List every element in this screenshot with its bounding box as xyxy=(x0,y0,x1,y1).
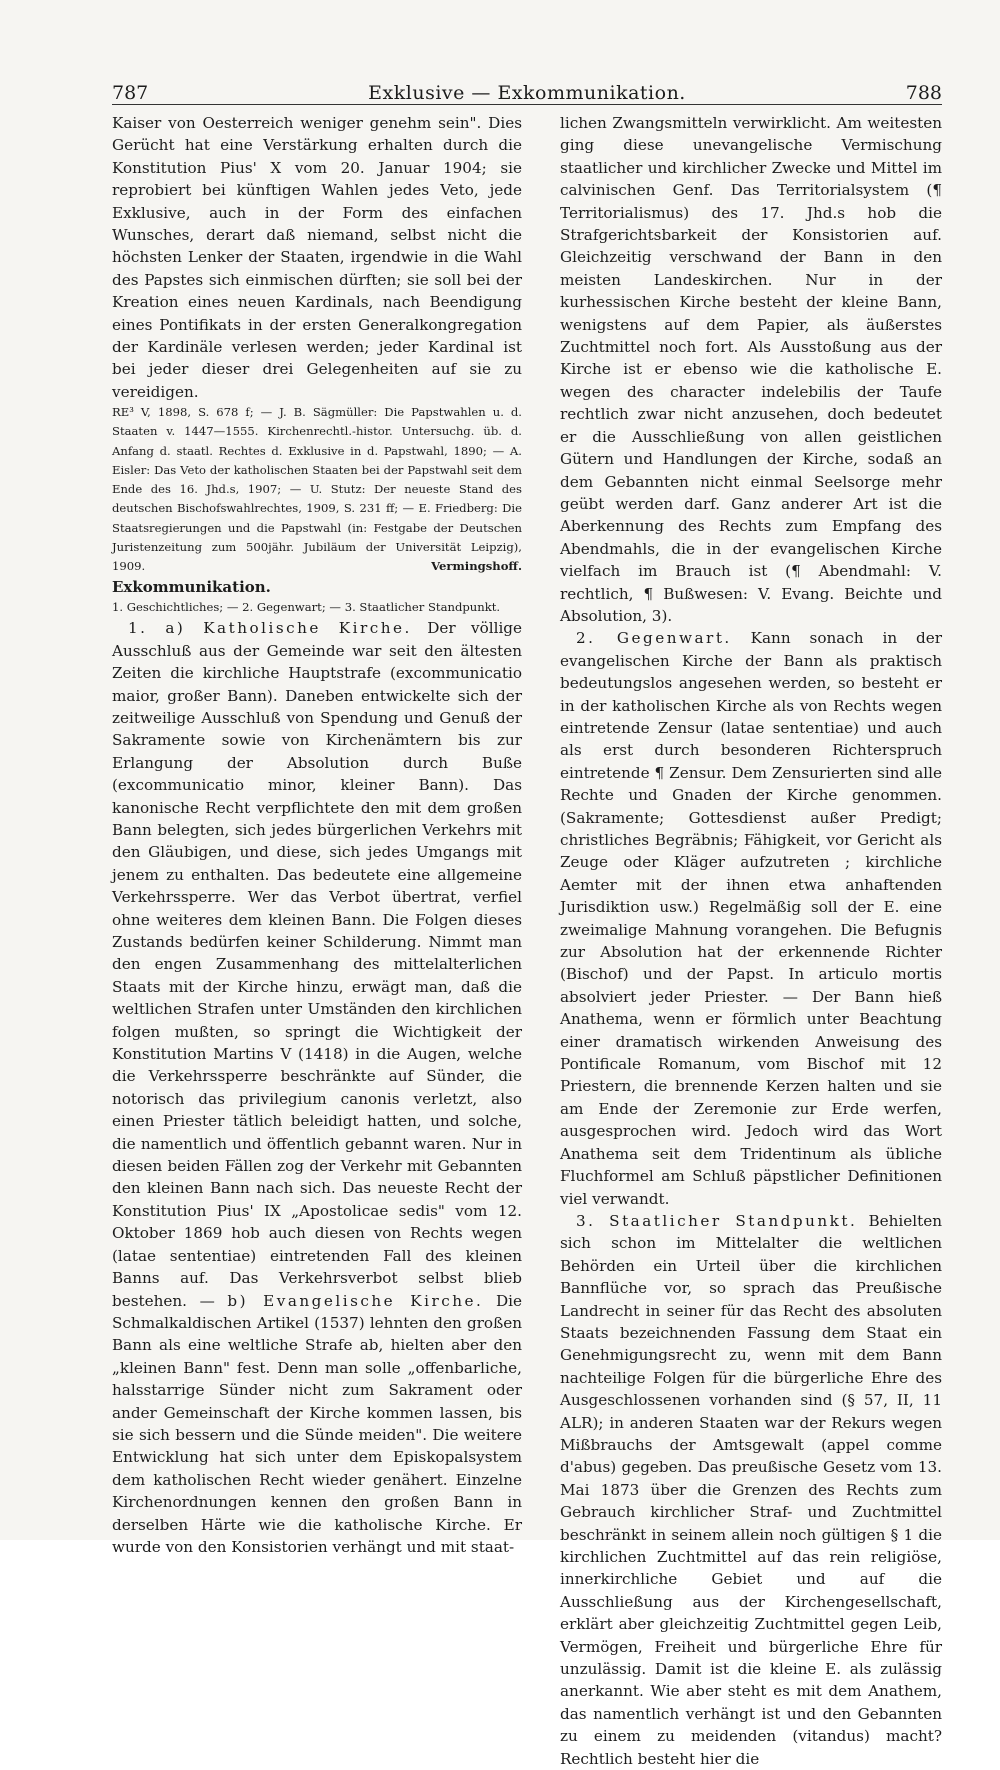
left-column xyxy=(112,112,522,1558)
exklusive-paragraph-end: Kaiser von Oesterreich weniger genehm sein". Dies Gerücht hat eine Verstärkung erhalten durch die Konstitution Pius' X vom 20. Januar 1904; sie reprobiert bei künftigen Wahlen jedes Veto, jede Exklusive, auch in der Form des einfachen Wunsches, derart daß niemand, selbst nicht die höchsten Lenker der Staaten, irgendwie in die Wahl des Papstes sich einmischen dürften; sie soll bei der Kreation eines neuen Kardinals, nach Beendigung eines Pontifikats in der ersten Generalkongregation der Kardinäle verlesen werden; jeder Kardinal ist bei jeder dieser drei Gelegenheiten auf sie zu vereidigen. xyxy=(112,114,522,401)
section-3-label: 3. Staatlicher Standpunkt. xyxy=(576,1211,858,1230)
running-title: Exklusive — Exkommunikation. xyxy=(368,82,686,104)
section-1b-label: b) Evangelische Kirche. xyxy=(227,1291,484,1310)
references: RE³ V, 1898, S. 678 f; — J. B. Sägmüller: Die Papstwahlen u. d. Staaten v. 1447—1555. Kirchenrechtl.-histor. Untersuchg. üb. d. Anfang d. staatl. Rechtes d. Exklusive in d. Papstwahl, 1890; — A. Eisler: Das Veto der katholischen Staaten bei der Papstwahl seit dem Ende des 16. Jhd.s, 1907; — U. Stutz: Der neueste Stand des deutschen Bischofswahlrechtes, 1909, S. 231 ff; — E. Friedberg: Die Staatsregierungen und die Papstwahl (in: Festgabe der Deutschen Juristenzeitung zum 500jähr. Jubiläum der Universität Leipzig), 1909. Vermingshoff. xyxy=(112,403,522,576)
page-header xyxy=(112,70,942,104)
page-number-left: 787 xyxy=(112,82,149,104)
article-toc: 1. Geschichtliches; — 2. Gegenwart; — 3. Staatlicher Standpunkt. xyxy=(112,600,501,615)
section-1a-label: 1. a) Katholische Kirche. xyxy=(128,619,412,638)
section-2: 2. Gegenwart. Kann sonach in der evangelischen Kirche der Bann als praktisch bedeutungslos angesehen werden, so besteht er in der katholischen Kirche als von Rechts wegen eintretende Zensur (latae sententiae) und auch als erst durch besonderen Richterspruch eintretende ¶ Zensur. Dem Zensurierten sind alle Rechte und Gnaden der Kirche genommen. (Sakramente; Gottesdienst außer Predigt; christliches Begräbnis; Fähigkeit, vor Gericht als Zeuge oder Kläger aufzutreten ; kirchliche Aemter mit der ihnen etwa anhaftenden Jurisdiktion usw.) Regelmäßig soll der E. eine zweimalige Mahnung vorangehen. Die Befugnis zur Absolution hat der erkennende Richter (Bischof) und der Papst. In articulo mortis absolviert jeder Priester. — Der Bann hieß Anathema, wenn er förmlich unter Beachtung einer dramatisch wirkenden Anweisung des Pontificale Romanum, vom Bischof mit 12 Priestern, die brennende Kerzen halten und sie am Ende der Zeremonie zur Erde werfen, ausgesprochen wird. Jedoch wird das Wort Anathema seit dem Tridentinum als übliche Fluchformel am Schluß päpstlicher Definitionen viel verwandt. xyxy=(560,629,942,1208)
header-rule xyxy=(112,104,942,105)
section-2-label: 2. Gegenwart. xyxy=(576,629,732,648)
right-column xyxy=(560,112,942,1770)
author-signature: Vermingshoff. xyxy=(431,558,522,573)
article-heading: Exkommunikation. xyxy=(112,578,271,597)
section-1a: 1. a) Katholische Kirche. Der völlige Ausschluß aus der Gemeinde war seit den ältesten Zeiten die kirchliche Hauptstrafe (excommunicatio maior, großer Bann). Daneben entwickelte sich der zeitweilige Ausschluß von Spendung und Genuß der Sakramente sowie von Kirchenämtern bis zur Erlangung der Absolution durch Buße (excommunicatio minor, kleiner Bann). Das kanonische Recht verpflichtete den mit dem großen Bann belegten, sich jedes bürgerlichen Verkehrs mit den Gläubigen, und diese, sich jedes Umgangs mit jenem zu enthalten. Das bedeutete eine allgemeine Verkehrssperre. Wer das Verbot übertrat, verfiel ohne weiteres dem kleinen Bann. Die Folgen dieses Zustands bedürfen keiner Schilderung. Nimmt man den engen Zusammenhang des mittelalterlichen Staats mit der Kirche hinzu, erwägt man, daß die weltlichen Strafen unter Umständen den kirchlichen folgen mußten, so springt die Wichtigkeit der Konstitution Martins V (1418) in die Augen, welche die Verkehrssperre beschränkte auf Sünder, die notorisch das privilegium canonis verletzt, also einen Priester tätlich beleidigt hatten, und solche, die namentlich und öffentlich gebannt waren. Nur in diesen beiden Fällen zog der Verkehr mit Gebannten den kleinen Bann nach sich. Das neueste Recht der Konstitution Pius' IX „Apostolicae sedis" vom 12. Oktober 1869 hob auch diesen von Rechts wegen (latae sententiae) eintretenden Fall des kleinen Banns auf. Das Verkehrsverbot selbst blieb bestehen. — b) Evangelische Kirche. Die Schmalkaldischen Artikel (1537) lehnten den großen Bann als eine weltliche Strafe ab, hielten aber den „kleinen Bann" fest. Denn man solle „offenbarliche, halsstarrige Sünder nicht zum Sakrament oder ander Gemeinschaft der Kirche kommen lassen, bis sie sich bessern und die Sünde meiden". Die weitere Entwicklung hat sich unter dem Episkopalsystem dem katholischen Recht wieder genähert. Einzelne Kirchenordnungen kennen den großen Bann in derselben Härte wie die katholische Kirche. Er wurde von den Konsistorien verhängt und mit staat- xyxy=(112,619,523,1556)
section-1b-continued: lichen Zwangsmitteln verwirklicht. Am weitesten ging diese unevangelische Vermischung staatlicher und kirchlicher Zwecke und Mittel im calvinischen Genf. Das Territorialsystem (¶ Territorialismus) des 17. Jhd.s hob die Strafgerichtsbarkeit der Konsistorien auf. Gleichzeitig verschwand der Bann in den meisten Landeskirchen. Nur in der kurhessischen Kirche besteht der kleine Bann, wenigstens auf dem Papier, als äußerstes Zuchtmittel noch fort. Als Ausstoßung aus der Kirche ist er ebenso wie die katholische E. wegen des character indelebilis der Taufe rechtlich zwar nicht anzusehen, doch bedeutet er die Ausschließung von allen geistlichen Gütern und Handlungen der Kirche, sodaß an dem Gebannten nicht einmal Seelsorge mehr geübt werden darf. Ganz anderer Art ist die Aberkennung des Rechts zum Empfang des Abendmahls, die in der evangelischen Kirche vielfach im Brauch ist (¶ Abendmahl: V. rechtlich, ¶ Bußwesen: V. Evang. Beichte und Absolution, 3). xyxy=(560,114,942,625)
section-3: 3. Staatlicher Standpunkt. Behielten sich schon im Mittelalter die weltlichen Behörden ein Urteil über die kirchlichen Bannflüche vor, so sprach das Preußische Landrecht in seiner für das Recht des absoluten Staats bezeichnenden Fassung dem Staat ein Genehmigungsrecht zu, wenn mit dem Bann nachteilige Folgen für die bürgerliche Ehre des Ausgeschlossenen vorhanden sind (§ 57, II, 11 ALR); in anderen Staaten war der Rekurs wegen Mißbrauchs der Amtsgewalt (appel comme d'abus) gegeben. Das preußische Gesetz vom 13. Mai 1873 über die Grenzen des Rechts zum Gebrauch kirchlicher Straf- und Zuchtmittel beschränkt in seinem allein noch gültigen § 1 die kirchlichen Zuchtmittel auf das rein religiöse, innerkirchliche Gebiet und auf die Ausschließung aus der Kirchengesellschaft, erklärt aber gleichzeitig Zuchtmittel gegen Leib, Vermögen, Freiheit und bürgerliche Ehre für unzulässig. Damit ist die kleine E. als zulässig anerkannt. Wie aber steht es mit dem Anathem, das namentlich verhängt ist und den Gebannten zu einem zu meidenden (vitandus) macht? Rechtlich besteht hier die xyxy=(560,1211,943,1768)
page-number-right: 788 xyxy=(905,82,942,104)
